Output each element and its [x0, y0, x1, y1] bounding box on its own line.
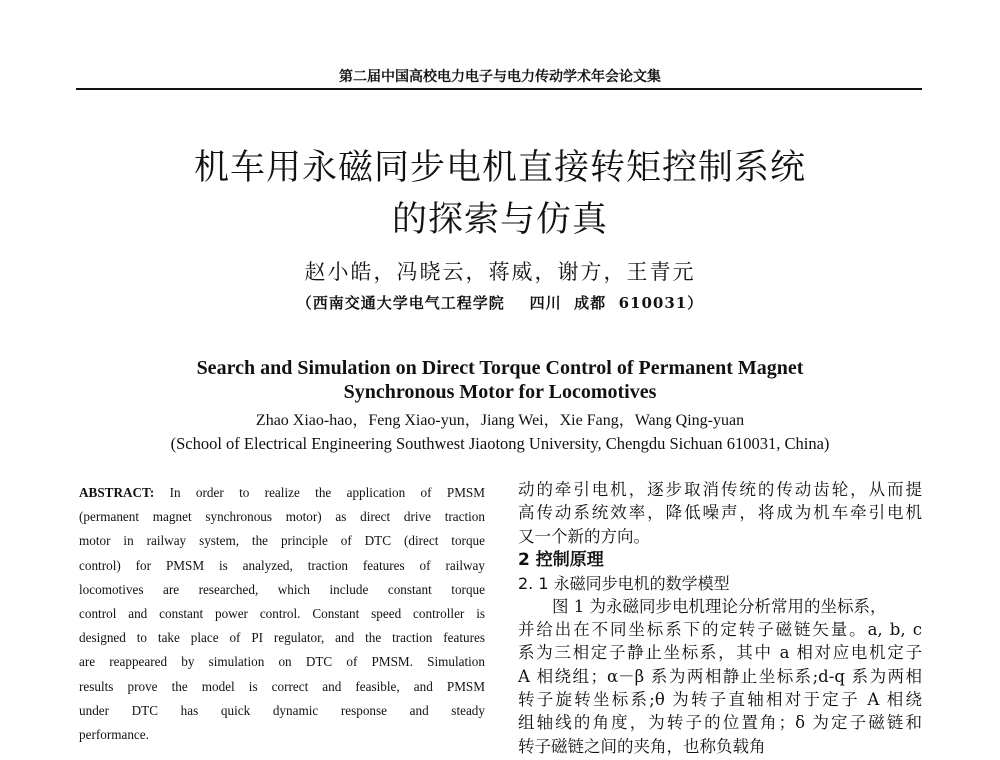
- body-line: 又一个新的方向。: [518, 526, 650, 546]
- abstract-line: under DTC has quick dynamic response and steady: [79, 702, 485, 718]
- subsection-heading: 2. 1 永磁同步电机的数学模型: [518, 573, 730, 593]
- body-line: 高传动系统效率，降低噪声，将成为机车牵引电机: [518, 503, 922, 523]
- abstract-line: designed to take place of PI regulator, and the traction features: [79, 630, 485, 646]
- abstract-line: locomotives are researched, which include constant torque: [79, 581, 485, 597]
- body-line: 动的牵引电机，逐步取消传统的传动齿轮，从而提: [518, 480, 922, 499]
- body-line: 转子磁链之间的夹角，也称负载角: [518, 736, 766, 756]
- header-rule: [76, 88, 922, 90]
- abstract-line: performance.: [79, 726, 149, 742]
- en-authors: Zhao Xiao-hao，Feng Xiao-yun，Jiang Wei，Xie Fang，Wang Qing-yuan: [255, 412, 745, 429]
- body-line: 图 1 为永磁同步电机理论分析常用的坐标系，: [552, 596, 887, 616]
- section-heading: 2 控制原理: [518, 549, 604, 570]
- body-line: 组轴线的角度，为转子的位置角；δ 为定子磁链和: [518, 713, 922, 733]
- abstract-line: control) for PMSM is analyzed, traction features of railway: [79, 557, 485, 573]
- abstract-line: ABSTRACT: In order to realize the application of PMSM: [79, 485, 485, 500]
- body-line: 并给出在不同坐标系下的定转子磁链矢量。a, b, c: [518, 620, 922, 640]
- cn-affiliation: （西南交通大学电气工程学院 四川 成都 610031）: [296, 294, 704, 312]
- abstract-line: control and constant power control. Constant speed controller is: [79, 605, 485, 621]
- cn-authors: 赵小皓，冯晓云，蒋威，谢方，王青元: [304, 260, 696, 284]
- cn-title-line-2: 的探索与仿真: [391, 200, 608, 240]
- body-line: 转子旋转坐标系;θ 为转子直轴相对于定子 A 相绕: [518, 690, 922, 710]
- cn-title-line-1: 机车用永磁同步电机直接转矩控制系统: [193, 148, 806, 188]
- abstract-line: are reappeared by simulation on DTC of PMSM. Simulation: [79, 654, 485, 670]
- body-line: 系为三相定子静止坐标系，其中 a 相对应电机定子: [518, 643, 922, 663]
- abstract-line: results prove the model is correct and feasible, and PMSM: [79, 678, 485, 694]
- en-title-line-2: Synchronous Motor for Locomotives: [343, 381, 657, 403]
- en-affiliation: (School of Electrical Engineering Southwest Jiaotong University, Chengdu Sichuan 610031, China): [170, 434, 830, 453]
- abstract-line: motor in railway system, the principle of DTC (direct torque: [79, 533, 485, 549]
- body-line: A 相绕组；α－β 系为两相静止坐标系;d-q 系为两相: [518, 666, 922, 686]
- abstract: [79, 481, 485, 747]
- abstract-label: ABSTRACT:: [79, 485, 155, 500]
- abstract-line: (permanent magnet synchronous motor) as direct drive traction: [79, 509, 485, 525]
- running-header: 第二届中国高校电力电子与电力传动学术年会论文集: [339, 69, 661, 85]
- en-title-line-1: Search and Simulation on Direct Torque Control of Permanent Magnet: [196, 357, 804, 379]
- right-column: [518, 478, 922, 758]
